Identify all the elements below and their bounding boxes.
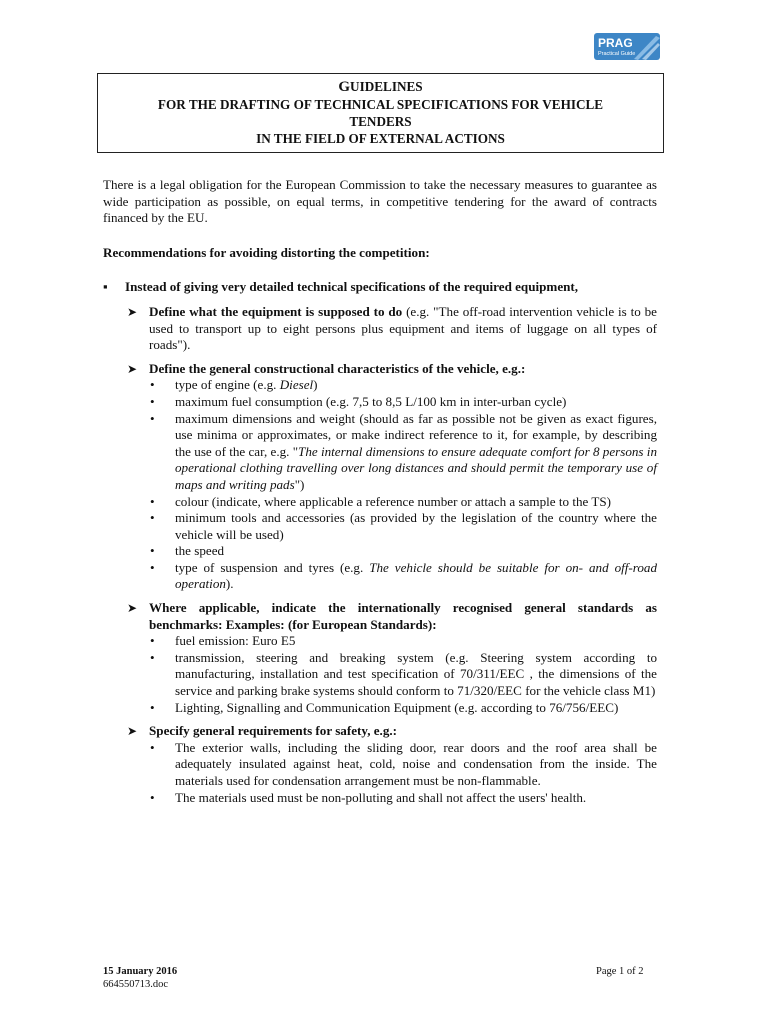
bullet-icon: • <box>150 699 155 715</box>
bullet-icon: • <box>150 377 155 393</box>
square-bullet-icon: ▪ <box>103 279 108 295</box>
bullet-icon: • <box>150 543 155 559</box>
bullet-icon: • <box>150 559 155 575</box>
arrow-bullet-icon: ➤ <box>127 361 138 376</box>
intro-paragraph: There is a legal obligation for the European Commission to take the necessary measures to guarantee as wide participation as possible, on equal terms, in competitive tendering for the award of contracts financed by the EU. <box>103 177 657 226</box>
svg-text:Practical Guide: Practical Guide <box>598 51 636 57</box>
arrow-bullet-icon: ➤ <box>127 304 138 319</box>
list-item: • type of engine (e.g. Diesel) <box>150 377 318 393</box>
footer-filename: 664550713.doc <box>103 979 169 990</box>
list-item: • Lighting, Signalling and Communication Equipment (e.g. according to 76/756/EEC) <box>150 699 619 715</box>
title-line-4: IN THE FIELD OF EXTERNAL ACTIONS <box>256 131 505 146</box>
main-point: ▪ Instead of giving very detailed technical specifications of the required equipment, <box>103 279 579 295</box>
footer-date: 15 January 2016 <box>103 966 178 977</box>
title-line-2: FOR THE DRAFTING OF TECHNICAL SPECIFICATIONS FOR VEHICLE <box>157 97 604 112</box>
arrow-bullet-icon: ➤ <box>127 601 138 616</box>
bullet-icon: • <box>150 649 155 665</box>
bullet-icon: • <box>150 410 155 426</box>
bullet-icon: • <box>150 739 155 755</box>
bullet-icon: • <box>150 510 155 526</box>
svg-text:PRAG: PRAG <box>598 36 633 50</box>
list-item: • colour (indicate, where applicable a reference number or attach a sample to the TS) <box>150 493 612 509</box>
footer-left <box>103 965 177 991</box>
bullet-icon: • <box>150 393 155 409</box>
standards-heading: ➤ Where applicable, indicate the internationally recognised general standards as benchmarks: Examples: (for European Standards): <box>127 600 657 632</box>
bullet-icon: • <box>150 493 155 509</box>
list-item: • maximum dimensions and weight (should as far as possible not be given as exact figures, use minima or approximates, or make indirect reference to it, for example, by describing the use of the car, e.g. "The internal dimensions to ensure adequate comfort for 8 persons in operational clothing travelling over long distances and should permit the temporary use of maps and writing pads") <box>150 410 657 492</box>
title-line-3: TENDERS <box>349 114 412 129</box>
document-title-box <box>97 73 664 153</box>
list-item: • maximum fuel consumption (e.g. 7,5 to 8,5 L/100 km in inter-urban cycle) <box>150 393 567 409</box>
bullet-icon: • <box>150 789 155 805</box>
document-body <box>103 177 657 806</box>
safety-list <box>103 740 657 806</box>
arrow-bullet-icon: ➤ <box>127 724 138 739</box>
recommendations-heading: Recommendations for avoiding distorting the competition: <box>103 244 430 260</box>
list-item: • minimum tools and accessories (as provided by the legislation of the country where the vehicle will be used) <box>150 510 657 542</box>
bullet-icon: • <box>150 633 155 649</box>
list-item: • the speed <box>150 543 225 559</box>
list-item: • The materials used must be non-polluting and shall not affect the users' health. <box>150 789 587 805</box>
define-equipment-item: ➤ Define what the equipment is supposed to do (e.g. "The off-road intervention vehicle is to be used to transport up to eight persons plus equipment and items of luggage on all types of roads"). <box>127 303 657 353</box>
safety-heading: ➤ Specify general requirements for safety, e.g.: <box>127 723 398 739</box>
footer-page-number: Page 1 of 2 <box>596 966 644 977</box>
standards-list <box>103 633 657 716</box>
title-line-1: GUIDELINES <box>338 79 423 95</box>
list-item: • transmission, steering and breaking system (e.g. Steering system according to manufacturing, installation and test specification of 70/311/EEC , the dimensions of the service and parking brake systems should conform to 71/320/EEC for the vehicle class M1) <box>150 649 657 699</box>
list-item: • fuel emission: Euro E5 <box>150 633 296 649</box>
list-item: • The exterior walls, including the sliding door, rear doors and the roof area shall be adequately insulated against heat, cold, noise and condensation from the inside. The materials used for condensation arrangement must be non-flammable. <box>150 739 657 788</box>
constructional-list <box>103 377 657 593</box>
prag-logo <box>594 33 660 60</box>
list-item: • type of suspension and tyres (e.g. The vehicle should be suitable for on- and off-road operation). <box>150 559 657 592</box>
constructional-heading: ➤ Define the general constructional characteristics of the vehicle, e.g.: <box>127 360 526 376</box>
